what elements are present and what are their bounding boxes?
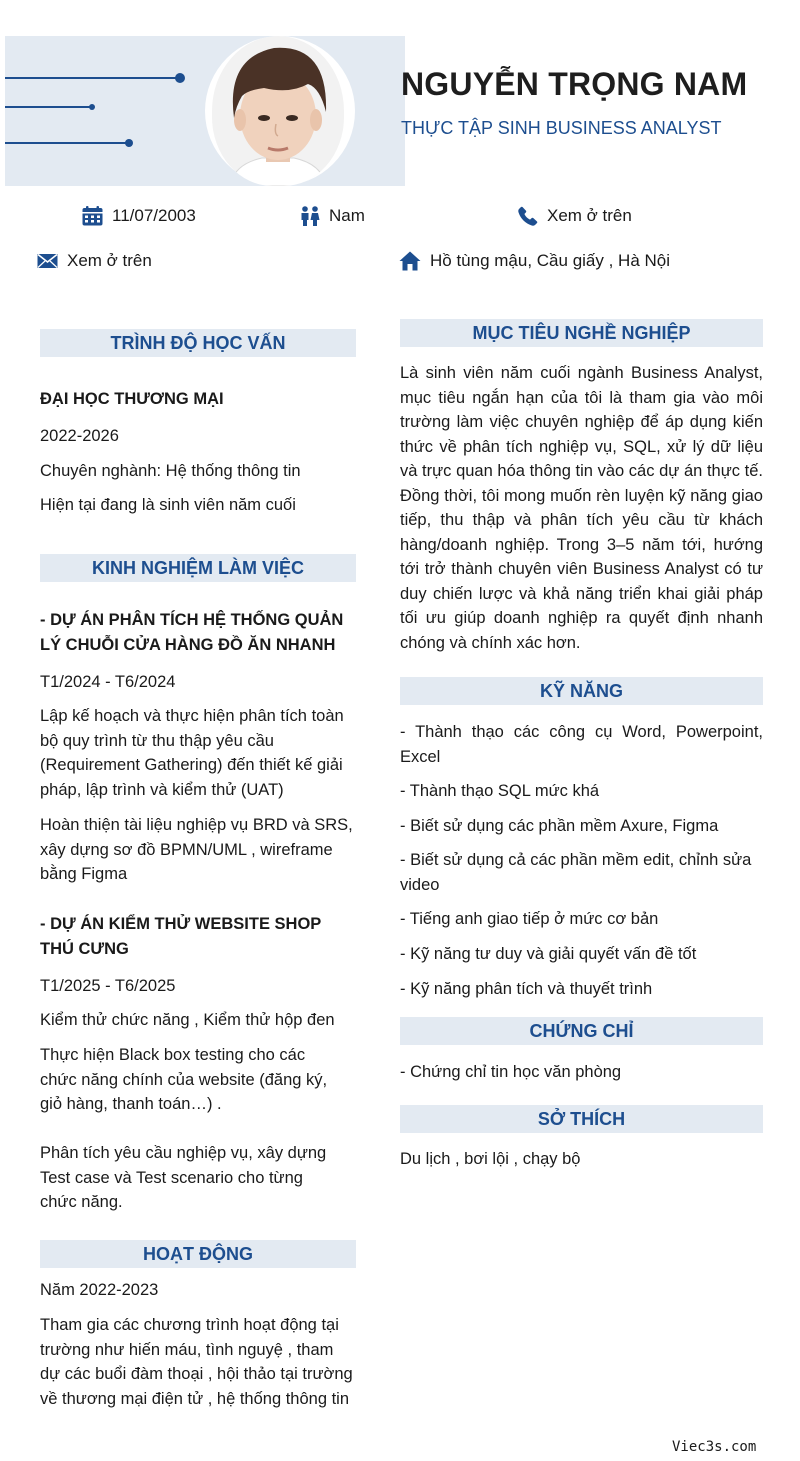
email-info	[37, 251, 152, 271]
avatar	[212, 36, 344, 186]
experience-project-desc: Thực hiện Black box testing cho các chức năng chính của website (đăng ký, giỏ hàng, thanh toán…) .	[40, 1046, 328, 1113]
email-value: Xem ở trên	[67, 251, 152, 270]
skill-item: - Thành thạo các công cụ Word, Powerpoint, Excel	[400, 723, 763, 766]
certificates-title: CHỨNG CHỈ	[400, 1017, 763, 1045]
phone-value: Xem ở trên	[547, 206, 632, 225]
skill-item: - Kỹ năng phân tích và thuyết trình	[400, 980, 653, 998]
experience-project-desc: Kiểm thử chức năng , Kiểm thử hộp đen	[40, 1011, 335, 1029]
activities-title: HOẠT ĐỘNG	[40, 1240, 356, 1268]
education-title: TRÌNH ĐỘ HỌC VẤN	[40, 329, 356, 357]
address-value: Hồ tùng mậu, Cầu giấy , Hà Nội	[430, 251, 671, 270]
decor-line	[5, 106, 92, 108]
home-icon	[399, 251, 421, 271]
education-major: Chuyên nghành: Hệ thống thông tin	[40, 462, 301, 480]
experience-project-period: T1/2025 - T6/2025	[40, 977, 176, 995]
skill-item: - Kỹ năng tư duy và giải quyết vấn đề tốt	[400, 945, 697, 963]
email-icon	[37, 253, 58, 269]
skill-item: - Tiếng anh giao tiếp ở mức cơ bản	[400, 910, 659, 928]
skill-item: - Thành thạo SQL mức khá	[400, 782, 600, 800]
activities-desc: Tham gia các chương trình hoạt động tại trường như hiến máu, tình nguyệ , tham dự các buổi đàm thoại , hội thảo tại trường về thương mại điện tử , hệ thống thông tin	[40, 1316, 353, 1408]
decor-dot	[125, 139, 133, 147]
experience-project-desc: Hoàn thiện tài liệu nghiệp vụ BRD và SRS, xây dựng sơ đồ BPMN/UML , wireframe bằng Figma	[40, 816, 353, 883]
decor-line	[5, 77, 180, 79]
skills-title: KỸ NĂNG	[400, 677, 763, 705]
education-note: Hiện tại đang là sinh viên năm cuối	[40, 496, 296, 514]
certificate-item: - Chứng chỉ tin học văn phòng	[400, 1063, 622, 1081]
skill-item: - Biết sử dụng cả các phần mềm edit, chỉnh sửa video	[400, 851, 752, 894]
decor-dot	[89, 104, 95, 110]
decor-line	[5, 142, 129, 144]
skill-item: - Biết sử dụng các phần mềm Axure, Figma	[400, 817, 719, 835]
watermark: Viec3s.com	[672, 1439, 757, 1455]
people-icon	[300, 206, 320, 226]
candidate-position: THỰC TẬP SINH BUSINESS ANALYST	[401, 118, 722, 138]
phone-info	[518, 206, 632, 226]
hobbies-title: SỞ THÍCH	[400, 1105, 763, 1133]
experience-project-period: T1/2024 - T6/2024	[40, 673, 176, 691]
birthday-value: 11/07/2003	[112, 206, 196, 225]
experience-project-title: - DỰ ÁN PHÂN TÍCH HỆ THỐNG QUẢN LÝ CHUỖI CỬA HÀNG ĐỒ ĂN NHANH	[40, 611, 344, 654]
birthday-info	[82, 206, 196, 226]
objective-text: Là sinh viên năm cuối ngành Business Analyst, mục tiêu ngắn hạn của tôi là tham gia vào môi trường làm việc chuyên nghiệp để áp dụng kiến thức về phân tích nghiệp vụ, SQL, xử lý dữ liệu và trực quan hóa thông tin vào các dự án thực tế. Đồng thời, tôi mong muốn rèn luyện kỹ năng giao tiếp, thu thập và phân tích yêu cầu từ khách hàng/doanh nghiệp. Trong 3–5 năm tới, hướng tới trở thành chuyên viên Business Analyst có tư duy chiến lược và khả năng triển khai giải pháp tối ưu giúp doanh nghiệp ra quyết định nhanh chóng và chính xác hơn.	[400, 364, 763, 652]
address-info	[399, 251, 670, 271]
candidate-name: NGUYỄN TRỌNG NAM	[401, 66, 748, 102]
gender-info	[300, 206, 365, 226]
phone-icon	[518, 206, 538, 226]
experience-title: KINH NGHIỆM LÀM VIỆC	[40, 554, 356, 582]
education-period: 2022-2026	[40, 427, 119, 445]
objective-title: MỤC TIÊU NGHỀ NGHIỆP	[400, 319, 763, 347]
gender-value: Nam	[329, 206, 365, 225]
experience-project-desc: Phân tích yêu cầu nghiệp vụ, xây dựng Test case và Test scenario cho từng chức năng.	[40, 1144, 327, 1211]
calendar-icon	[82, 206, 103, 226]
experience-project-desc: Lập kế hoạch và thực hiện phân tích toàn bộ quy trình từ thu thập yêu cầu (Requirement Gathering) đến thiết kế giải pháp, lập trình và kiểm thử (UAT)	[40, 707, 344, 799]
hobbies-text: Du lịch , bơi lội , chạy bộ	[400, 1150, 581, 1168]
experience-project-title: - DỰ ÁN KIỂM THỬ WEBSITE SHOP THÚ CƯNG	[40, 915, 321, 958]
decor-dot	[175, 73, 185, 83]
education-school: ĐẠI HỌC THƯƠNG MẠI	[40, 390, 224, 408]
activities-period: Năm 2022-2023	[40, 1281, 159, 1299]
